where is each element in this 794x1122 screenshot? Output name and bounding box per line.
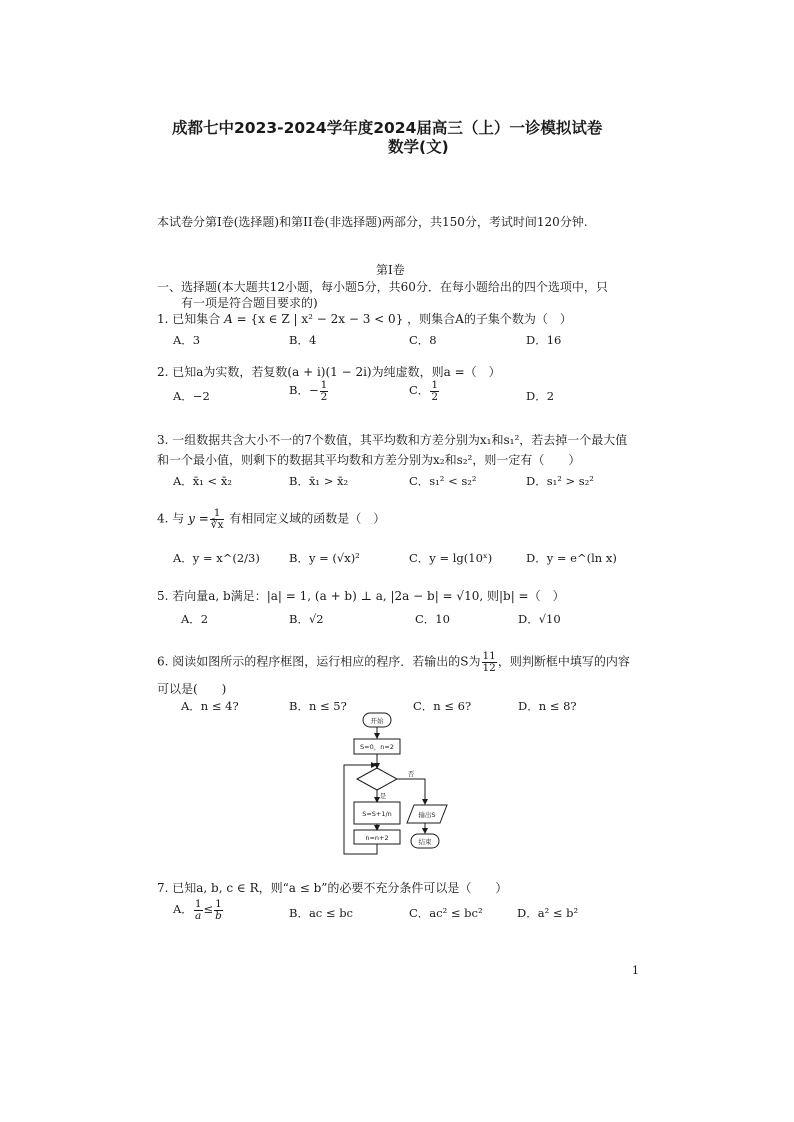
question-5-stem: 5. 若向量a, b满足：|a| = 1, (a + b) ⊥ a, |2a − b| = √10, 则|b| =（ ） [157,589,565,603]
question-4-option-d: D．y = e^(ln x) [526,551,617,565]
question-7-option-a-fraction-2: $\frac{1}{b}$ [215,898,222,922]
question-1-suffix: ，则集合A的子集个数为（ ） [407,312,572,326]
question-7-option-d: D．a² ≤ b² [517,906,579,920]
flowchart-yes-label: 是 [379,792,387,800]
question-1-stem [157,310,572,327]
program-flowchart [330,706,460,858]
question-2-option-b-fraction: $\frac{1}{2}$ [320,379,328,403]
question-2-option-c [409,380,440,402]
question-6-option-b: B．n ≤ 5? [289,699,347,713]
question-6-option-d: D．n ≤ 8? [518,699,577,713]
exam-intro: 本试卷分第I卷(选择题)和第II卷(非选择题)两部分，共150分，考试时间120分钟. [157,215,588,229]
question-4-option-a: A．y = x^(2/3) [173,551,260,565]
question-7-option-a-label: A． [173,902,193,916]
question-4-prefix: 4. 与 [157,511,185,526]
question-1-option-c: C．8 [409,333,437,347]
question-4-suffix: 有相同定义域的函数是（ ） [229,511,386,526]
question-3-option-a: A．x̄₁ < x̄₂ [173,474,232,488]
question-6-option-a: A．n ≤ 4? [181,699,239,713]
question-7-option-a [173,899,224,921]
question-6-stem-line1 [157,651,630,673]
question-2-option-b [289,380,329,402]
question-4-function-lhs: y = [188,511,209,526]
question-1-set-body: = {x ∈ Z | x² − 2x − 3 < 0} [236,312,404,326]
flowchart-output-label: 输出S [418,811,436,819]
question-5-option-b: B．√2 [289,612,324,626]
section-instructions-line2: 有一项是符合题目要求的) [181,296,318,310]
flowchart-update-n-label: n=n+2 [365,834,389,842]
question-4-function-fraction: $\frac{1}{∛x}$ [210,507,224,531]
question-1-option-b: B．4 [289,333,317,347]
question-5-option-a: A．2 [181,612,209,626]
flowchart-end-label: 结束 [418,838,432,846]
question-6-suffix: ，则判断框中填写的内容 [497,654,630,669]
question-6-option-c: C．n ≤ 6? [413,699,472,713]
question-3-option-d: D．s₁² > s₂² [526,474,594,488]
question-2-option-b-sign: − [308,383,319,397]
question-3-stem-line1: 3. 一组数据共含大小不一的7个数值，其平均数和方差分别为x₁和s₁²，若去掉一个最大值 [157,433,628,447]
exam-subtitle: 数学(文) [388,138,449,156]
question-2-option-d: D．2 [526,389,555,403]
question-4-option-c: C．y = lg(10ˣ) [409,551,493,565]
question-7-option-a-fraction-1: $\frac{1}{a}$ [194,898,202,922]
question-6-fraction: $\frac{11}{12}$ [482,650,496,674]
question-7-option-c: C．ac² ≤ bc² [409,906,483,920]
flowchart-init-label: S=0，n=2 [360,743,394,751]
question-6-prefix: 6. 阅读如图所示的程序框图，运行相应的程序．若输出的S为 [157,654,481,669]
question-2-stem: 2. 已知a为实数，若复数(a + i)(1 − 2i)为纯虚数，则a =（ ） [157,365,501,379]
section-title: 第I卷 [376,263,405,277]
exam-title: 成都七中2023-2024学年度2024届高三（上）一诊模拟试卷 [172,119,603,137]
question-6-stem-line2: 可以是( ) [157,682,227,696]
page-number: 1 [632,964,639,977]
question-2-option-a: A．−2 [173,389,210,403]
flowchart-start-label: 开始 [370,717,384,725]
question-1-prefix: 1. 已知集合 [157,312,221,326]
question-7-stem: 7. 已知a, b, c ∈ R，则“a ≤ b”的必要不充分条件可以是（ ） [157,881,508,895]
flowchart-no-label: 否 [407,770,415,778]
question-5-option-c: C．10 [415,612,450,626]
question-3-option-c: C．s₁² < s₂² [409,474,477,488]
flowchart-update-s-label: S=S+1/n [362,810,392,818]
question-3-option-b: B．x̄₁ > x̄₂ [289,474,349,488]
question-1-set-lhs: A [224,312,233,326]
question-5-option-d: D．√10 [518,612,561,626]
question-1-option-d: D．16 [526,333,562,347]
question-4-option-b: B．y = (√x)² [289,551,360,565]
question-2-option-b-label: B． [289,383,309,397]
question-3-stem-line2: 和一个最小值，则剩下的数据其平均数和方差分别为x₂和s₂²，则一定有（ ） [157,453,581,467]
question-1-option-a: A．3 [173,333,201,347]
question-4-stem [157,508,385,530]
flowchart-no-branch [397,779,425,804]
section-instructions-line1: 一、选择题(本大题共12小题，每小题5分，共60分．在每小题给出的四个选项中，只 [157,280,608,294]
flowchart-decision-node [357,768,397,790]
question-7-option-a-operator: ≤ [203,902,214,916]
question-2-option-c-fraction: $\frac{1}{2}$ [431,379,438,403]
question-2-option-c-label: C． [409,383,430,397]
question-7-option-b: B．ac ≤ bc [289,906,353,920]
